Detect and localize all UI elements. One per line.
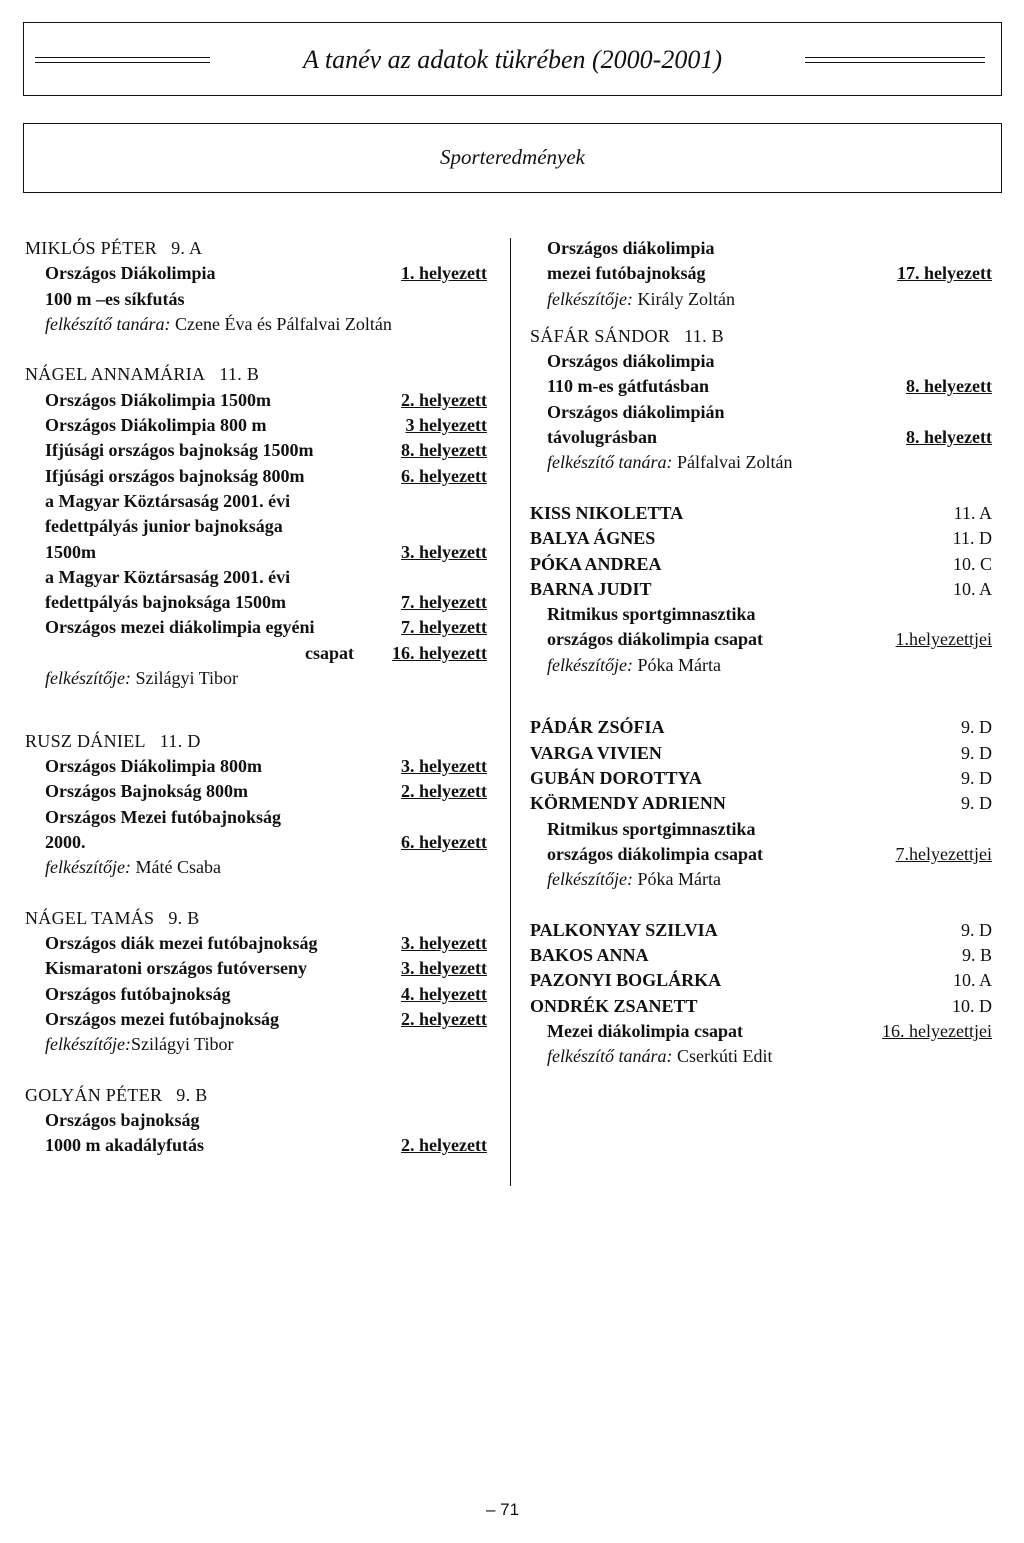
member-row [530, 577, 992, 602]
placement: 2. helyezett [401, 389, 487, 410]
member-class: 11. D [952, 528, 992, 549]
member-name: PAZONYI BOGLÁRKA [530, 970, 722, 991]
event: Országos mezei diákolimpia egyéni [45, 617, 315, 638]
event: Országos diákolimpián [547, 401, 725, 422]
coach-name: Szilágyi Tibor [135, 668, 238, 689]
result-row [25, 830, 487, 855]
coach-name: Póka Márta [637, 869, 721, 890]
event: Országos futóbajnokság [45, 983, 231, 1004]
member-name: VARGA VIVIEN [530, 742, 662, 763]
coach-name: Cserkúti Edit [676, 1046, 773, 1067]
athlete-name: MIKLÓS PÉTER [25, 238, 158, 258]
coach-label: felkészítője: [45, 857, 131, 878]
athlete-class: 9. B [168, 907, 200, 928]
coach-name: Pálfalvai Zoltán [676, 452, 793, 473]
event: országos diákolimpia csapat [547, 843, 764, 864]
event: fedettpályás bajnoksága 1500m [45, 592, 287, 613]
placement: 7. helyezett [401, 592, 487, 613]
member-class: 10. D [952, 995, 992, 1016]
subtitle-box [23, 123, 1002, 193]
coach-label: felkészítő tanára: [547, 1046, 673, 1067]
member-class: 9. D [961, 919, 992, 940]
member-row [530, 501, 992, 526]
event: 2000. [45, 831, 86, 852]
result-row [25, 641, 487, 666]
coach-label: felkészítő tanára: [45, 313, 171, 334]
coach-line [25, 312, 487, 337]
placement: 7.helyezettjei [895, 843, 992, 864]
result-row [530, 1019, 992, 1044]
event-line [530, 400, 992, 425]
member-class: 9. B [961, 945, 992, 966]
coach-line [25, 1032, 487, 1057]
event-line [25, 805, 487, 830]
athlete-name: NÁGEL ANNAMÁRIA [25, 364, 206, 385]
member-name: ONDRÉK ZSANETT [530, 995, 698, 1016]
athlete-name-line [25, 236, 487, 261]
result-row [530, 261, 992, 286]
coach-line [530, 1044, 992, 1069]
athlete-name-line [530, 324, 992, 349]
member-row [530, 715, 992, 740]
event: Országos Bajnokság 800m [45, 781, 249, 802]
coach-name: Király Zoltán [637, 288, 735, 309]
result-row [530, 374, 992, 399]
member-row [530, 741, 992, 766]
member-class: 10. C [952, 553, 992, 574]
event: országos diákolimpia csapat [547, 629, 764, 650]
event: Ifjúsági országos bajnokság 1500m [45, 440, 314, 461]
placement: 2. helyezett [401, 1008, 487, 1029]
member-name: BAKOS ANNA [530, 945, 649, 966]
coach-line [25, 666, 487, 691]
coach-name: Szilágyi Tibor [130, 1034, 234, 1055]
entry-nagel-annamaria [25, 362, 487, 691]
result-row [25, 590, 487, 615]
member-row [530, 918, 992, 943]
athlete-name-line [25, 729, 487, 754]
athlete-name: NÁGEL TAMÁS [25, 907, 155, 928]
member-name: PÓKA ANDREA [530, 553, 662, 574]
member-class: 9. D [961, 767, 992, 788]
event-line [25, 514, 487, 539]
left-column [25, 236, 487, 1159]
result-row [25, 388, 487, 413]
coach-name: Máté Csaba [135, 857, 221, 878]
coach-line [530, 653, 992, 678]
member-name: PÁDÁR ZSÓFIA [530, 717, 665, 738]
title-rule-right [805, 57, 985, 63]
event-line [530, 817, 992, 842]
coach-label: felkészítő tanára: [547, 452, 673, 473]
coach-line [530, 287, 992, 312]
event: Országos bajnokság [45, 1110, 200, 1131]
placement: 6. helyezett [401, 831, 487, 852]
page-title: A tanév az adatok tükrében (2000-2001) [302, 45, 723, 74]
event: Országos Mezei futóbajnokság [45, 806, 281, 827]
athlete-name-line [25, 906, 487, 931]
member-row [530, 766, 992, 791]
event: csapat [305, 642, 354, 663]
event: Országos Diákolimpia 800 m [45, 415, 267, 436]
member-class: 10. A [952, 578, 992, 599]
placement: 3. helyezett [401, 958, 487, 979]
event: Országos Diákolimpia 800m [45, 755, 263, 776]
entry-team-ritmikus-2 [530, 715, 992, 892]
event-line [25, 565, 487, 590]
entry-miklos [25, 236, 487, 337]
athlete-class: 11. D [159, 730, 201, 751]
event: mezei futóbajnokság [547, 263, 706, 284]
member-row [530, 552, 992, 577]
result-row [530, 425, 992, 450]
placement: 2. helyezett [401, 1135, 487, 1156]
athlete-name-line [25, 362, 487, 387]
coach-label: felkészítője: [547, 288, 633, 309]
result-row [530, 627, 992, 652]
result-row [25, 931, 487, 956]
member-row [530, 994, 992, 1019]
placement: 8. helyezett [906, 376, 992, 397]
result-row [25, 413, 487, 438]
placement: 6. helyezett [401, 465, 487, 486]
event-line [530, 236, 992, 261]
result-row [25, 1133, 487, 1158]
coach-name: Czene Éva és Pálfalvai Zoltán [174, 313, 392, 334]
member-name: KISS NIKOLETTA [530, 502, 684, 523]
member-row [530, 943, 992, 968]
placement: 3. helyezett [401, 933, 487, 954]
result-row [25, 464, 487, 489]
member-row [530, 968, 992, 993]
event: Országos diákolimpia [547, 351, 715, 372]
event: Országos Diákolimpia [45, 263, 216, 284]
event-line [25, 1108, 487, 1133]
placement: 16. helyezettjei [882, 1020, 992, 1041]
event: Ritmikus sportgimnasztika [547, 604, 756, 625]
placement: 3. helyezett [401, 541, 487, 562]
event: 1000 m akadályfutás [45, 1135, 205, 1156]
event: távolugrásban [547, 427, 658, 448]
member-class: 9. D [961, 717, 992, 738]
athlete-name: GOLYÁN PÉTER [25, 1084, 163, 1105]
coach-label: felkészítője: [45, 1034, 131, 1055]
event-line [530, 602, 992, 627]
event: Mezei diákolimpia csapat [547, 1020, 743, 1041]
athlete-class: 11. B [684, 325, 724, 346]
coach-label: felkészítője: [547, 869, 633, 890]
result-row [25, 754, 487, 779]
title-rule-left [35, 57, 210, 63]
event: a Magyar Köztársaság 2001. évi [45, 566, 291, 587]
athlete-name-line [25, 1083, 487, 1108]
result-row [25, 1007, 487, 1032]
page-number: – 71 [486, 1500, 520, 1519]
placement: 2. helyezett [401, 781, 487, 802]
coach-line [25, 855, 487, 880]
placement: 3. helyezett [401, 755, 487, 776]
placement: 4. helyezett [401, 983, 487, 1004]
event: Ifjúsági országos bajnokság 800m [45, 465, 305, 486]
event: a Magyar Köztársaság 2001. évi [45, 490, 291, 511]
member-class: 11. A [953, 502, 992, 523]
entry-rusz [25, 729, 487, 881]
coach-label: felkészítője: [547, 654, 633, 675]
member-row [530, 791, 992, 816]
athlete-class: 9. B [176, 1084, 208, 1105]
placement: 1. helyezett [401, 263, 487, 284]
result-row [25, 438, 487, 463]
result-row [25, 956, 487, 981]
event: 100 m –es síkfutás [45, 288, 185, 309]
member-name: BALYA ÁGNES [530, 528, 656, 549]
section-title: Sporteredmények [440, 145, 585, 169]
event: Kismaratoni országos futóverseny [45, 958, 307, 979]
coach-line [530, 867, 992, 892]
event: Országos diák mezei futóbajnokság [45, 933, 318, 954]
event: 1500m [45, 541, 96, 562]
placement: 1.helyezettjei [895, 629, 992, 650]
entry-mezei [530, 236, 992, 312]
entry-safar [530, 324, 992, 476]
athlete-class: 11. B [219, 364, 260, 385]
event-line [25, 489, 487, 514]
member-class: 9. D [961, 793, 992, 814]
athlete-name: RUSZ DÁNIEL [25, 730, 146, 751]
event: Országos mezei futóbajnokság [45, 1008, 279, 1029]
event: Országos diákolimpia [547, 238, 715, 258]
entry-team-mezei [530, 918, 992, 1070]
placement: 7. helyezett [401, 617, 487, 638]
coach-name: Póka Márta [637, 654, 721, 675]
placement: 8. helyezett [906, 427, 992, 448]
result-row [25, 615, 487, 640]
event: Országos Diákolimpia 1500m [45, 389, 272, 410]
coach-line [530, 450, 992, 475]
column-divider [510, 238, 511, 1186]
athlete-class: 9. A [171, 238, 203, 258]
member-row [530, 526, 992, 551]
entry-golyan [25, 1083, 487, 1159]
member-name: GUBÁN DOROTTYA [530, 767, 702, 788]
coach-label: felkészítője: [45, 668, 131, 689]
entry-nagel-tamas [25, 906, 487, 1058]
event: Ritmikus sportgimnasztika [547, 818, 756, 839]
event: fedettpályás junior bajnoksága [45, 516, 283, 537]
result-row [25, 982, 487, 1007]
result-row [25, 779, 487, 804]
member-class: 10. A [952, 970, 992, 991]
result-row [25, 540, 487, 565]
member-name: BARNA JUDIT [530, 578, 652, 599]
placement: 17. helyezett [897, 263, 992, 284]
event: 110 m-es gátfutásban [547, 376, 710, 397]
placement: 16. helyezett [392, 642, 487, 663]
event-line [530, 349, 992, 374]
placement: 3 helyezett [405, 415, 487, 436]
result-row [530, 842, 992, 867]
right-column [530, 236, 992, 1070]
placement: 8. helyezett [401, 440, 487, 461]
result-row [25, 261, 487, 286]
member-class: 9. D [961, 742, 992, 763]
member-name: KÖRMENDY ADRIENN [530, 793, 726, 814]
athlete-name: SÁFÁR SÁNDOR [530, 325, 671, 346]
entry-team-ritmikus-1 [530, 501, 992, 678]
member-name: PALKONYAY SZILVIA [530, 919, 718, 940]
event-line [25, 287, 487, 312]
